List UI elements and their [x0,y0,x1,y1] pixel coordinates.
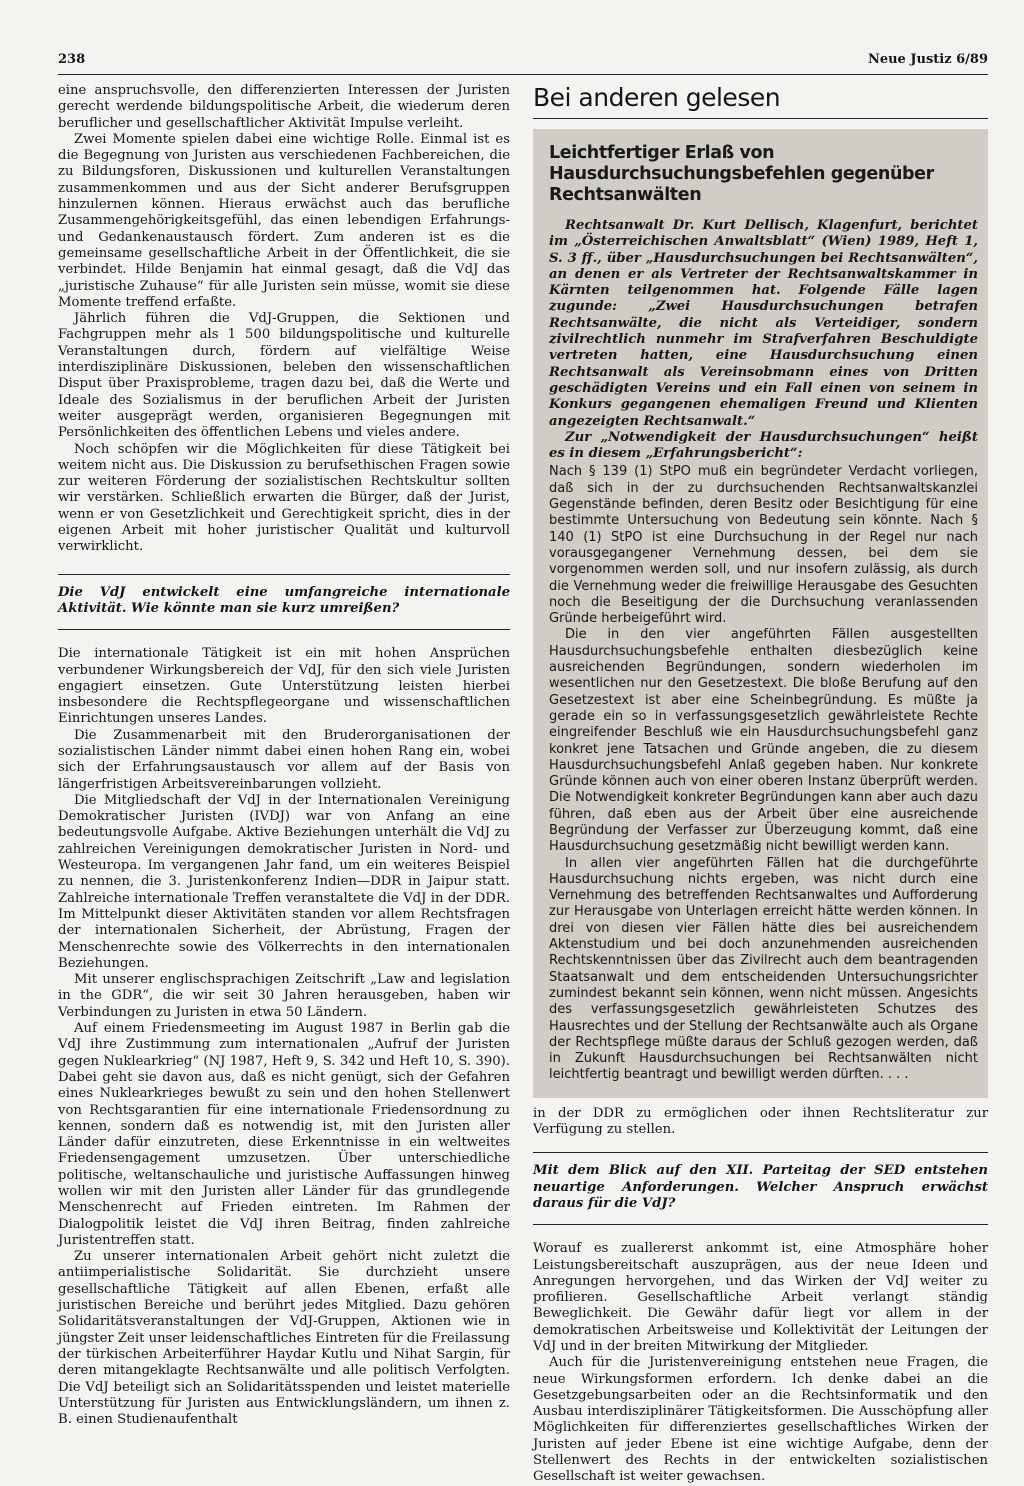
paragraph: Zur „Notwendigkeit der Hausdurchsuchungen“ heißt es in diesem „Erfahrungsbericht“: [549,429,978,462]
paragraph: Noch schöpfen wir die Möglichkeiten für diese Tätigkeit bei weitem nicht aus. Die Diskussion zu berufsethischen Fragen sowie zur weiteren Förderung der sozialistischen Rechtskultur sollten wir verstärken. Schließlich erwarten die Bürger, daß der Jurist, wenn er von Gesetzlichkeit und Gerechtigkeit spricht, dies in der eigenen Arbeit mit hoher juristischer Qualität und kulturvoll verwirklicht. [58,441,510,555]
quoted-article-box [533,129,988,1098]
paragraph: In allen vier angeführten Fällen hat die durchgeführte Hausdurchsuchung nichts ergeben, was nicht durch eine Vernehmung des betreffenden Rechtsanwaltes und Aufforderung zur Herausgabe von Unterlagen erreicht hätte werden können. In drei von diesen vier Fällen hätte dies bei ausreichendem Aktenstudium und bei doch anzunehmenden ausreichenden Rechtskenntnissen über das Zivilrecht auch dem beantragenden Staatsanwalt und dem entscheidenden Untersuchungsrichter zumindest bekannt sein können, wenn nicht müssen. Angesichts des verfassungsgesetzlich gewährleisteten Schutzes des Hausrechtes und der Stellung der Rechtsanwälte auch als Organe der Rechtspflege müßte daraus der Schluß gezogen werden, daß in Zukunft Hausdurchsuchungen bei Rechtsanwälten nicht leichtfertig beantragt und bewilligt werden dürften. . . . [549,855,978,1083]
paragraph: Die internationale Tätigkeit ist ein mit hohen Ansprüchen verbundener Wirkungsbereich der VdJ, für den sich viele Juristen engagiert einsetzen. Gute Unterstützung leisten hierbei insbesondere die Rechtspflegeorgane und wissenschaftlichen Einrichtungen unseres Landes. [58,646,510,727]
paragraph: Die in den vier angeführten Fällen ausgestellten Hausdurchsuchungsbefehle enthalten diesbezüglich keine ausreichenden Begründungen, sondern wiederholen im wesentlichen nur den Gesetzestext. Die bloße Berufung auf den Gesetzestext ist aber eine Scheinbegründung. Es müßte ja gerade ein so in verfassungsgesetzlich gewährleistete Rechte eingreifender Beschluß wie ein Hausdurchsuchungsbefehl ganz konkret jene Tatsachen und Gründe angeben, die zu diesem Hausdurchsuchungsbefehl Anlaß gegeben haben. Nur konkrete Gründe können auch von einer oberen Instanz überprüft werden. Die Notwendigkeit konkreter Begründungen kann aber auch dazu führen, daß eben aus der Arbeit über eine ausreichende Begründung der Verfasser zur Überzeugung kommt, daß eine Hausdurchsuchung gesetzmäßig nicht bewilligt werden kann. [549,627,978,855]
question-text: Die VdJ entwickelt eine umfangreiche internationale Aktivität. Wie könnte man sie kurz umreißen? [58,584,510,616]
paragraph: Nach § 139 (1) StPO muß ein begründeter Verdacht vorliegen, daß sich in der zu durchsuchenden Rechtsanwaltskanzlei Gegenstände befinden, deren Besitz oder Besichtigung für eine bestimmte Untersuchung von Bedeutung sein könnte. Nach § 140 (1) StPO ist eine Durchsuchung in der Regel nur nach vorausgegangener Vernehmung dessen, bei dem sie vorgenommen werden soll, und nur insofern zulässig, als durch die Vernehmung weder die freiwillige Herausgabe des Gesuchten noch die Beseitigung der die Durchsuchung veranlassenden Gründe herbeigeführt wird. [549,464,978,627]
question-text: Mit dem Blick auf den XII. Parteitag der SED entstehen neuartige Anforderungen. Welcher Anspruch erwächst daraus für die VdJ? [533,1163,988,1211]
paragraph: Jährlich führen die VdJ-Gruppen, die Sektionen und Fachgruppen mehr als 1 500 bildungspolitische und kulturelle Veranstaltungen durch, fördern auf vielfältige Weise interdisziplinäre Diskussionen, beleben den wissenschaftlichen Disput über Praxisprobleme, tragen dazu bei, daß die Werte und Ideale des Sozialismus in der beruflichen Arbeit der Juristen weiter ausgeprägt werden, organisieren Begegnungen mit Persönlichkeiten des öffentlichen Lebens und vieles andere. [58,311,510,441]
paragraph: Zwei Momente spielen dabei eine wichtige Rolle. Einmal ist es die Begegnung von Juristen aus verschiedenen Fachbereichen, die zu Bildungsforen, Diskussionen und kulturellen Veranstaltungen zusammenkommen und aus der Sicht anderer Berufsgruppen hinzulernen können. Hieraus erwächst auch das berufliche Zusammengehörigkeitsgefühl, das einen lebendigen Erfahrungs- und Gedankenaustausch fördert. Zum anderen ist es die gemeinsame gesellschaftliche Arbeit in der Öffentlichkeit, die sie verbindet. Hilde Benjamin hat einmal gesagt, daß die VdJ das „juristische Zuhause“ für alle Juristen sein müsse, womit sie diese Momente treffend erfaßte. [58,131,510,310]
paragraph: Zu unserer internationalen Arbeit gehört nicht zuletzt die antiimperialistische Solidarität. Sie durchzieht unsere gesellschaftliche Tätigkeit auf allen Ebenen, erfaßt alle juristischen Bereiche und berührt jedes Mitglied. Dazu gehören Solidaritätsveranstaltungen der VdJ-Gruppen, Aktionen wie in jüngster Zeit unser leidenschaftliches Eintreten für die Freilassung der türkischen Arbeiterführer Haydar Kutlu und Nihat Sargin, für deren mitangeklagte Rechtsanwälte und alle politisch Verfolgten. Die VdJ beteiligt sich an Solidaritätsspenden und leistet materielle Unterstützung für Juristen aus Entwicklungsländern, um ihnen z. B. einen Studienaufenthalt [58,1249,510,1428]
page-header [58,50,988,75]
paragraph: eine anspruchsvolle, den differenzierten Interessen der Juristen gerecht werdende bildungspolitische Arbeit, die wiederum deren beruflicher und gesellschaftlicher Aktivität Impulse verleiht. [58,83,510,131]
left-column [58,83,510,1428]
paragraph: Rechtsanwalt Dr. Kurt Dellisch, Klagenfurt, berichtet im „Österreichischen Anwaltsblatt“ (Wien) 1989, Heft 1, S. 3 ff., über „Hausdurchsuchungen bei Rechtsanwälten“, an denen er als Vertreter der Rechtsanwaltskammer in Kärnten teilgenommen hat. Folgende Fälle lagen zugunde: „Zwei Hausdurchsuchungen betrafen Rechtsanwälte, die nicht als Verteidiger, sondern zivilrechtlich nunmehr im Strafverfahren Beschuldigte vertreten hatten, eine Hausdurchsuchung einen Rechtsanwalt als Vereinsobmann eines von Dritten geschädigten Vereins und ein Fall einen von seinem in Konkurs gegangenen ehemaligen Freund und Klienten angezeigten Rechtsanwalt.“ [549,218,978,429]
quoted-article-title: Leichtfertiger Erlaß von Hausdurchsuchungsbefehlen gegenüber Rechtsanwälten [549,143,934,205]
paragraph: Auch für die Juristenvereinigung entstehen neue Fragen, die neue Wirkungsformen erfordern. Ich denke dabei an die Gesetzgebungsarbeiten oder an die Rechtsinformatik und den Ausbau interdisziplinärer Tätigkeitsformen. Die Ausschöpfung aller Möglichkeiten für differenziertes gesellschaftliches Wirken der Juristen auf jeder Ebene ist eine wichtige Aufgabe, denn der Stellenwert des Rechts in der entwickelten sozialistischen Gesellschaft ist weiter gewachsen. [533,1355,988,1485]
page-number: 238 [58,52,86,67]
paragraph: Auf einem Friedensmeeting im August 1987 in Berlin gab die VdJ ihre Zustimmung zum internationalen „Aufruf der Juristen gegen Nuklearkrieg“ (NJ 1987, Heft 9, S. 342 und Heft 10, S. 390). Dabei geht sie davon aus, daß es nicht genügt, sich der Gefahren eines Nuklearkrieges bewußt zu sein und den hohen Stellenwert von Rechtsgarantien für eine internationale Friedensordnung zu kennen, sondern daß es notwendig ist, mit den Juristen aller Länder dafür einzutreten, diese Erkenntnisse in ein weltweites Friedensengagement umzusetzen. Über unterschiedliche politische, weltanschauliche und juristische Auffassungen hinweg wollen wir mit den Juristen aller Länder für das grundlegende Menschenrecht auf Frieden eintreten. Im Rahmen der Dialogpolitik leistet die VdJ ihren Beitrag, finden zahlreiche Juristentreffen statt. [58,1021,510,1248]
paragraph: Die Zusammenarbeit mit den Bruderorganisationen der sozialistischen Länder nimmt dabei einen hohen Rang ein, wobei sich der Erfahrungsaustausch vor allem auf der Basis von längerfristigen Arbeitsvereinbarungen vollzieht. [58,727,510,792]
section-title: Bei anderen gelesen [533,83,988,119]
paragraph: in der DDR zu ermöglichen oder ihnen Rechtsliteratur zur Verfügung zu stellen. [533,1105,988,1138]
right-column [533,83,988,1486]
quoted-article-body [549,464,978,1083]
interview-question [58,574,510,631]
paragraph: Worauf es zuallererst ankommt ist, eine Atmosphäre hoher Leistungsbereitschaft auszuprägen, aus der neue Ideen und Anregungen hervorgehen, und das Wirken der VdJ weiter zu profilieren. Gesellschaftliche Arbeit verlangt ständig Beweglichkeit. Die Gewähr dafür liegt vor allem in der demokratischen Arbeitsweise und Kollektivität der Leitungen der VdJ und in der breiten Mitwirkung der Mitglieder. [533,1241,988,1354]
journal-title: Neue Justiz 6/89 [867,52,988,67]
paragraph: Die Mitgliedschaft der VdJ in der Internationalen Vereinigung Demokratischer Juristen (IVDJ) war von Anfang an eine bedeutungsvolle Aufgabe. Aktive Beziehungen unterhält die VdJ zu zahlreichen Vereinigungen demokratischer Juristen in Nord- und Westeuropa. Im vergangenen Jahr fand, um ein weiteres Beispiel zu nennen, die 3. Juristenkonferenz Indien—DDR in Jaipur statt. Zahlreiche internationale Treffen veranstaltete die VdJ in der DDR. Im Mittelpunkt dieser Aktivitäten standen vor allem Rechtsfragen der internationalen Sicherheit, der Abrüstung, Fragen der Menschenrechte sowie des Völkerrechts in den internationalen Beziehungen. [58,792,510,971]
paragraph: Mit unserer englischsprachigen Zeitschrift „Law and legislation in the GDR“, die wir seit 30 Jahren herausgeben, haben wir Verbindungen zu Juristen in etwa 50 Ländern. [58,972,510,1020]
interview-question [533,1152,988,1225]
quoted-article-intro [549,218,978,462]
